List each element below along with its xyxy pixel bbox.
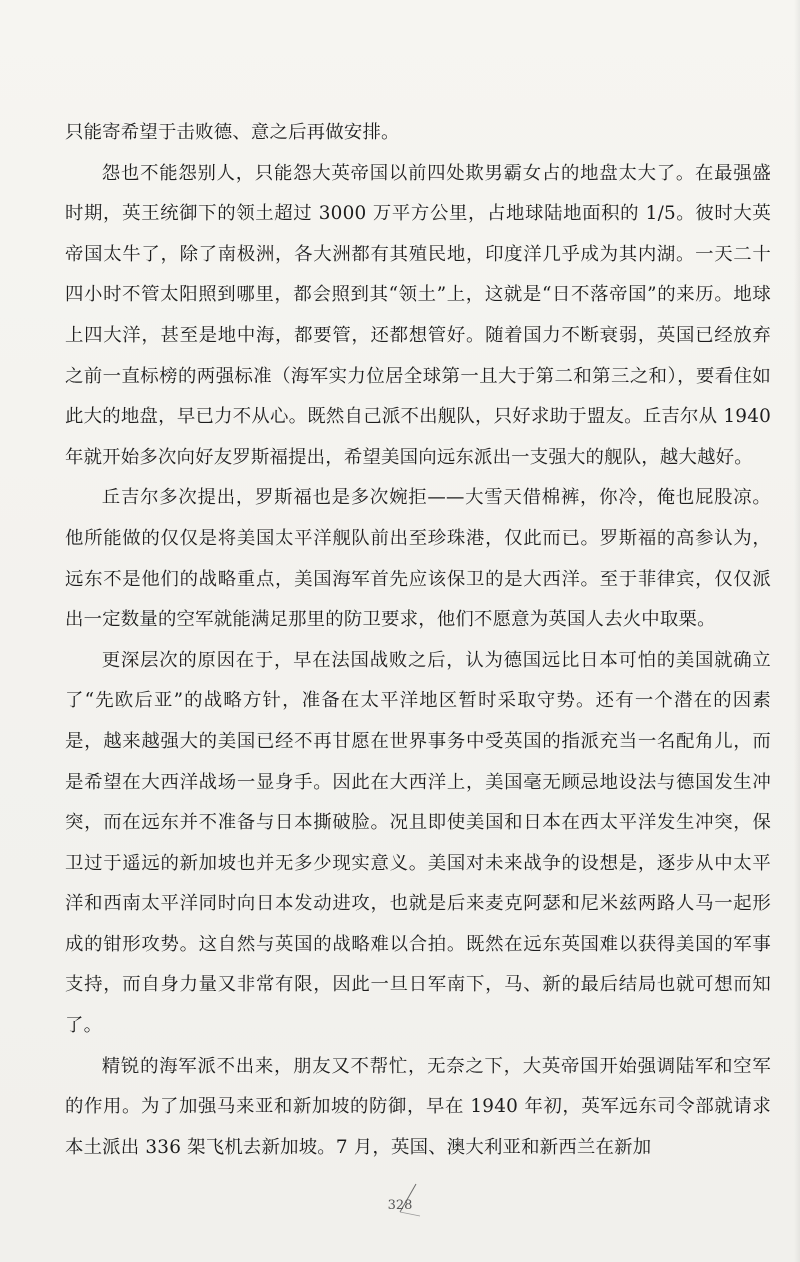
- paragraph: 怨也不能怨别人，只能怨大英帝国以前四处欺男霸女占的地盘太大了。在最强盛时期，英王统御下的领土超过 3000 万平方公里，占地球陆地面积的 1/5。彼时大英帝国太牛了，除了南极洲，各大洲都有其殖民地，印度洋几乎成为其内湖。一天二十四小时不管太阳照到哪里，都会照到其“领土”上，这就是“日不落帝国”的来历。地球上四大洋，甚至是地中海，都要管，还都想管好。随着国力不断衰弱，英国已经放弃之前一直标榜的两强标准（海军实力位居全球第一且大于第二和第三之和），要看住如此大的地盘，早已力不从心。既然自己派不出舰队，只好求助于盟友。丘吉尔从 1940 年就开始多次向好友罗斯福提出，希望美国向远东派出一支强大的舰队，越大越好。: [65, 162, 771, 468]
- paragraph: 丘吉尔多次提出，罗斯福也是多次婉拒——大雪天借棉裤，你冷，俺也屁股凉。他所能做的仅仅是将美国太平洋舰队前出至珍珠港，仅此而已。罗斯福的高参认为，远东不是他们的战略重点，美国海军首先应该保卫的是大西洋。至于菲律宾，仅仅派出一定数量的空军就能满足那里的防卫要求，他们不愿意为英国人去火中取栗。: [65, 487, 771, 631]
- paragraph: 更深层次的原因在于，早在法国战败之后，认为德国远比日本可怕的美国就确立了“先欧后亚”的战略方针，准备在太平洋地区暂时采取守势。还有一个潜在的因素是，越来越强大的美国已经不再甘愿在世界事务中受英国的指派充当一名配角儿，而是希望在大西洋战场一显身手。因此在大西洋上，美国毫无顾忌地设法与德国发生冲突，而在远东并不准备与日本撕破脸。况且即使美国和日本在西太平洋发生冲突，保卫过于遥远的新加坡也并无多少现实意义。美国对未来战争的设想是，逐步从中太平洋和西南太平洋同时向日本发动进攻，也就是后来麦克阿瑟和尼米兹两路人马一起形成的钳形攻势。这自然与英国的战略难以合拍。既然在远东英国难以获得美国的军事支持，而自身力量又非常有限，因此一旦日军南下，马、新的最后结局也就可想而知了。: [65, 649, 771, 1037]
- page-number: 328: [387, 1198, 413, 1213]
- paragraph-continued: 只能寄希望于击败德、意之后再做安排。: [65, 122, 400, 143]
- body-text: [65, 113, 771, 1168]
- paragraph: 精锐的海军派不出来，朋友又不帮忙，无奈之下，大英帝国开始强调陆军和空军的作用。为了加强马来亚和新加坡的防御，早在 1940 年初，英军远东司令部就请求本土派出 336 架飞机去新加坡。7 月，英国、澳大利亚和新西兰在新加: [65, 1055, 771, 1158]
- page-edge-shadow: [794, 0, 800, 1262]
